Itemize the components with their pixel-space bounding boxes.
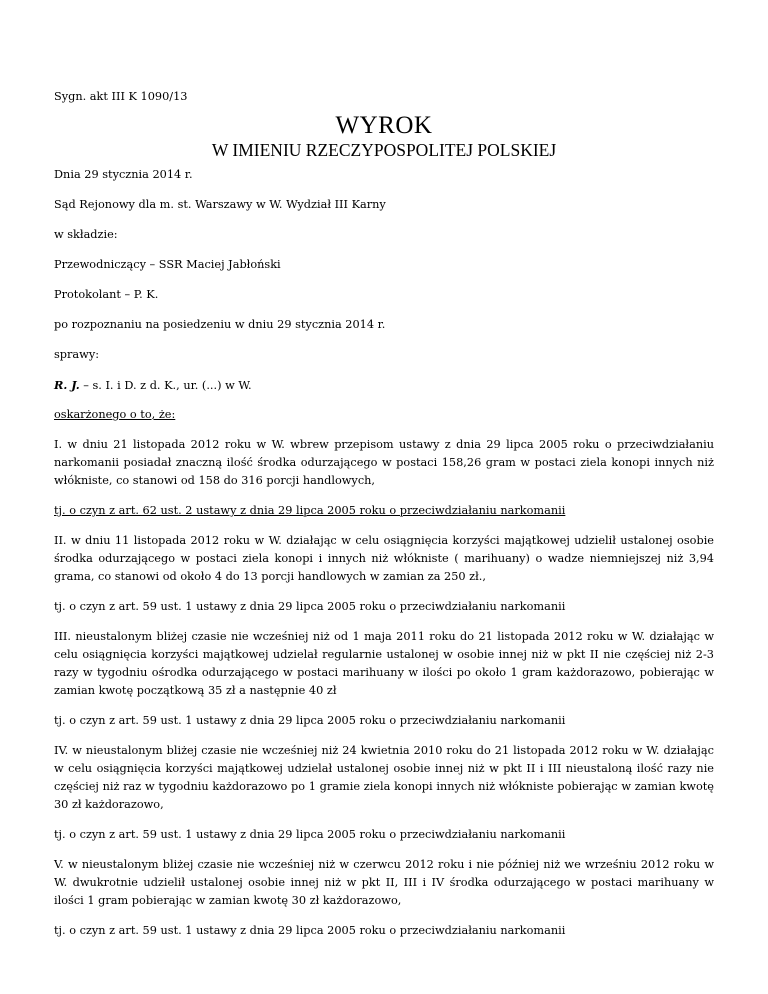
charge-4-legal-basis: tj. o czyn z art. 59 ust. 1 ustawy z dnia 29 lipca 2005 roku o przeciwdziałaniu narkomanii bbox=[54, 828, 566, 841]
accused-label-text: oskarżonego o to, że: bbox=[54, 408, 176, 421]
defendant-line bbox=[54, 376, 714, 395]
charge-1-text: I. w dniu 21 listopada 2012 roku w W. wbrew przepisom ustawy z dnia 29 lipca 2005 roku o przeciwdziałaniu narkomanii posiadał znaczną ilość środka odurzającego w postaci 158,26 gram w postaci ziela konopi innych niż włókniste, co stanowi od 158 do 316 porcji handlowych, bbox=[54, 438, 714, 487]
defendant-name: R. J. bbox=[54, 378, 80, 392]
charge-5-text: V. w nieustalonym bliżej czasie nie wcześniej niż w czerwcu 2012 roku i nie później niż we wrześniu 2012 roku w W. dwukrotnie udzielił ustalonej osobie innej niż w pkt II, III i IV środka odurzającego w postaci marihuany w ilości 1 gram pobierając w zamian kwotę 30 zł każdorazowo, bbox=[54, 858, 714, 907]
case-label: sprawy: bbox=[54, 348, 100, 361]
hearing-date: po rozpoznaniu na posiedzeniu w dniu 29 stycznia 2014 r. bbox=[54, 318, 386, 331]
charge-5-legal-basis: tj. o czyn z art. 59 ust. 1 ustawy z dnia 29 lipca 2005 roku o przeciwdziałaniu narkomanii bbox=[54, 924, 566, 937]
charge-3-text: III. nieustalonym bliżej czasie nie wcześniej niż od 1 maja 2011 roku do 21 listopada 2012 roku w W. działając w celu osiągnięcia korzyści majątkowej udzielał regularnie ustalonej w osobie innej niż w pkt II nie częściej niż 2-3 razy w tygodniu ośrodka odurzającego w postaci marihuany w ilości po około 1 gram każdorazowo, pobierając w zamian kwotę początkową 35 zł a następnie 40 zł bbox=[54, 630, 714, 697]
charge-1-legal-basis bbox=[54, 502, 714, 520]
charge-3-legal-basis: tj. o czyn z art. 59 ust. 1 ustawy z dnia 29 lipca 2005 roku o przeciwdziałaniu narkomanii bbox=[54, 714, 566, 727]
judgment-title: WYROK bbox=[335, 112, 433, 139]
judgment-subtitle: W IMIENIU RZECZYPOSPOLITEJ POLSKIEJ bbox=[211, 140, 557, 160]
court-clerk: Protokolant – P. K. bbox=[54, 288, 159, 301]
court-name: Sąd Rejonowy dla m. st. Warszawy w W. Wydział III Karny bbox=[54, 198, 386, 211]
judgment-date: Dnia 29 stycznia 2014 r. bbox=[54, 168, 193, 181]
accused-label bbox=[54, 406, 714, 424]
charge-4-text: IV. w nieustalonym bliżej czasie nie wcześniej niż 24 kwietnia 2010 roku do 21 listopada 2012 roku w W. działając w celu osiągnięcia korzyści majątkowej udzielał ustalonej osobie innej niż w pkt II i III nieustaloną ilość razy nie częściej niż raz w tygodniu każdorazowo po 1 gramie ziela konopi innych niż włókniste pobierając w zamian kwotę 30 zł każdorazowo, bbox=[54, 744, 714, 811]
charge-1-legal-basis-text: tj. o czyn z art. 62 ust. 2 ustawy z dnia 29 lipca 2005 roku o przeciwdziałaniu narkomanii bbox=[54, 504, 566, 517]
defendant-details: – s. I. i D. z d. K., ur. (...) w W. bbox=[79, 379, 252, 392]
composition-label: w składzie: bbox=[54, 228, 118, 241]
document-page bbox=[54, 0, 714, 994]
presiding-judge: Przewodniczący – SSR Maciej Jabłoński bbox=[54, 258, 281, 271]
case-signature: Sygn. akt III K 1090/13 bbox=[54, 90, 188, 103]
charge-2-legal-basis: tj. o czyn z art. 59 ust. 1 ustawy z dnia 29 lipca 2005 roku o przeciwdziałaniu narkomanii bbox=[54, 600, 566, 613]
charge-2-text: II. w dniu 11 listopada 2012 roku w W. działając w celu osiągnięcia korzyści majątkowej udzielił ustalonej osobie środka odurzającego w postaci ziela konopi i innych niż włókniste ( marihuany) o wadze niemniejszej niż 3,94 grama, co stanowi od około 4 do 13 porcji handlowych w zamian za 250 zł., bbox=[54, 534, 714, 583]
